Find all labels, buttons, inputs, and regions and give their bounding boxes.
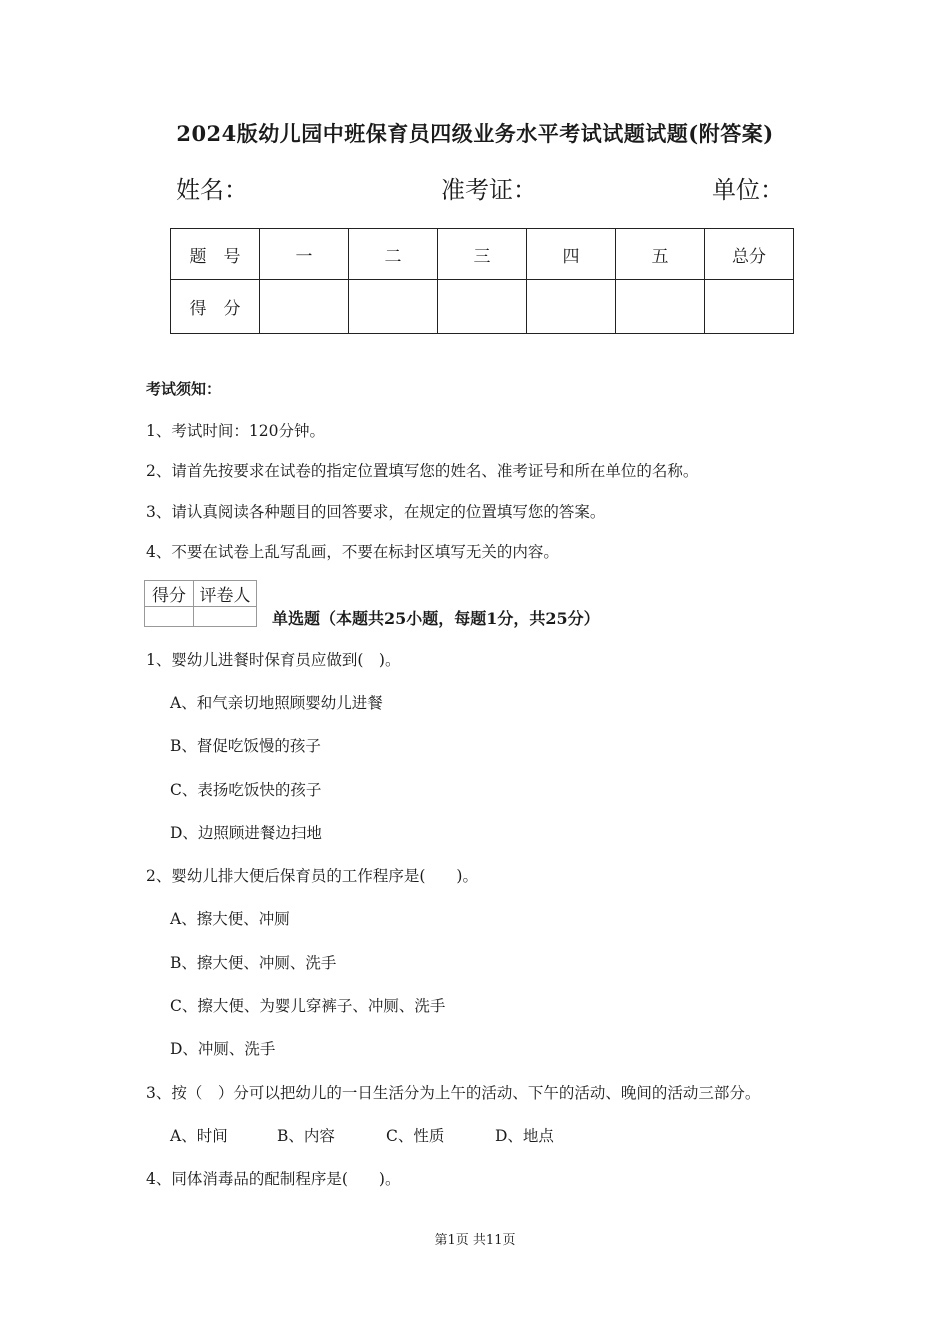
question-option: A、擦大便、冲厕 [170, 910, 290, 928]
score-table-header-row [171, 229, 794, 280]
score-input-cell[interactable] [527, 280, 616, 334]
question-stem: 2、婴幼儿排大便后保育员的工作程序是( )。 [146, 867, 478, 885]
score-input-cell[interactable] [260, 280, 349, 334]
score-table-score-row [171, 280, 794, 334]
question-option: C、性质 [386, 1127, 445, 1145]
question-option: B、内容 [277, 1127, 335, 1145]
score-input-cell[interactable] [616, 280, 705, 334]
question-option: D、边照顾进餐边扫地 [170, 824, 322, 842]
exam-id-field-label: 准考证： [441, 176, 537, 204]
question-option: C、擦大便、为婴儿穿裤子、冲厕、洗手 [170, 997, 446, 1015]
score-input-cell[interactable] [349, 280, 438, 334]
notice-item: 3、请认真阅读各种题目的回答要求，在规定的位置填写您的答案。 [146, 503, 606, 521]
notice-item: 1、考试时间：120分钟。 [146, 422, 325, 440]
question-option: D、地点 [495, 1127, 554, 1145]
score-header-cell: 三 [438, 229, 527, 280]
score-header-cell: 总分 [705, 229, 794, 280]
unit-field-label: 单位： [712, 176, 784, 204]
grader-reviewer-label: 评卷人 [194, 581, 257, 607]
score-header-cell: 一 [260, 229, 349, 280]
score-header-cell: 五 [616, 229, 705, 280]
question-option: A、和气亲切地照顾婴幼儿进餐 [170, 694, 383, 712]
section-title: 单选题（本题共25小题，每题1分，共25分） [272, 609, 600, 628]
score-header-cell: 四 [527, 229, 616, 280]
grader-score-label: 得分 [145, 581, 194, 607]
question-option: B、督促吃饭慢的孩子 [170, 737, 321, 755]
question-option: D、冲厕、洗手 [170, 1040, 276, 1058]
score-input-cell[interactable] [438, 280, 527, 334]
grader-box [144, 580, 257, 627]
question-option: A、时间 [170, 1127, 228, 1145]
question-stem: 3、按（ ）分可以把幼儿的一日生活分为上午的活动、下午的活动、晚间的活动三部分。 [146, 1084, 761, 1102]
question-option: B、擦大便、冲厕、洗手 [170, 954, 337, 972]
document-title: 2024版幼儿园中班保育员四级业务水平考试试题试题(附答案) [176, 121, 774, 146]
question-stem: 1、婴幼儿进餐时保育员应做到( )。 [146, 651, 401, 669]
grader-score-cell[interactable] [145, 607, 194, 627]
score-row-label: 得 分 [171, 280, 260, 334]
question-option: C、表扬吃饭快的孩子 [170, 781, 322, 799]
score-header-cell: 题 号 [171, 229, 260, 280]
notice-item: 2、请首先按要求在试卷的指定位置填写您的姓名、准考证号和所在单位的名称。 [146, 462, 699, 480]
notice-heading: 考试须知： [146, 380, 222, 398]
score-table [170, 228, 794, 334]
question-stem: 4、同体消毒品的配制程序是( )。 [146, 1170, 401, 1188]
score-header-cell: 二 [349, 229, 438, 280]
score-input-cell[interactable] [705, 280, 794, 334]
notice-item: 4、不要在试卷上乱写乱画，不要在标封区填写无关的内容。 [146, 543, 559, 561]
name-field-label: 姓名： [176, 176, 248, 204]
page-footer: 第1页 共11页 [434, 1233, 516, 1248]
grader-reviewer-cell[interactable] [194, 607, 257, 627]
